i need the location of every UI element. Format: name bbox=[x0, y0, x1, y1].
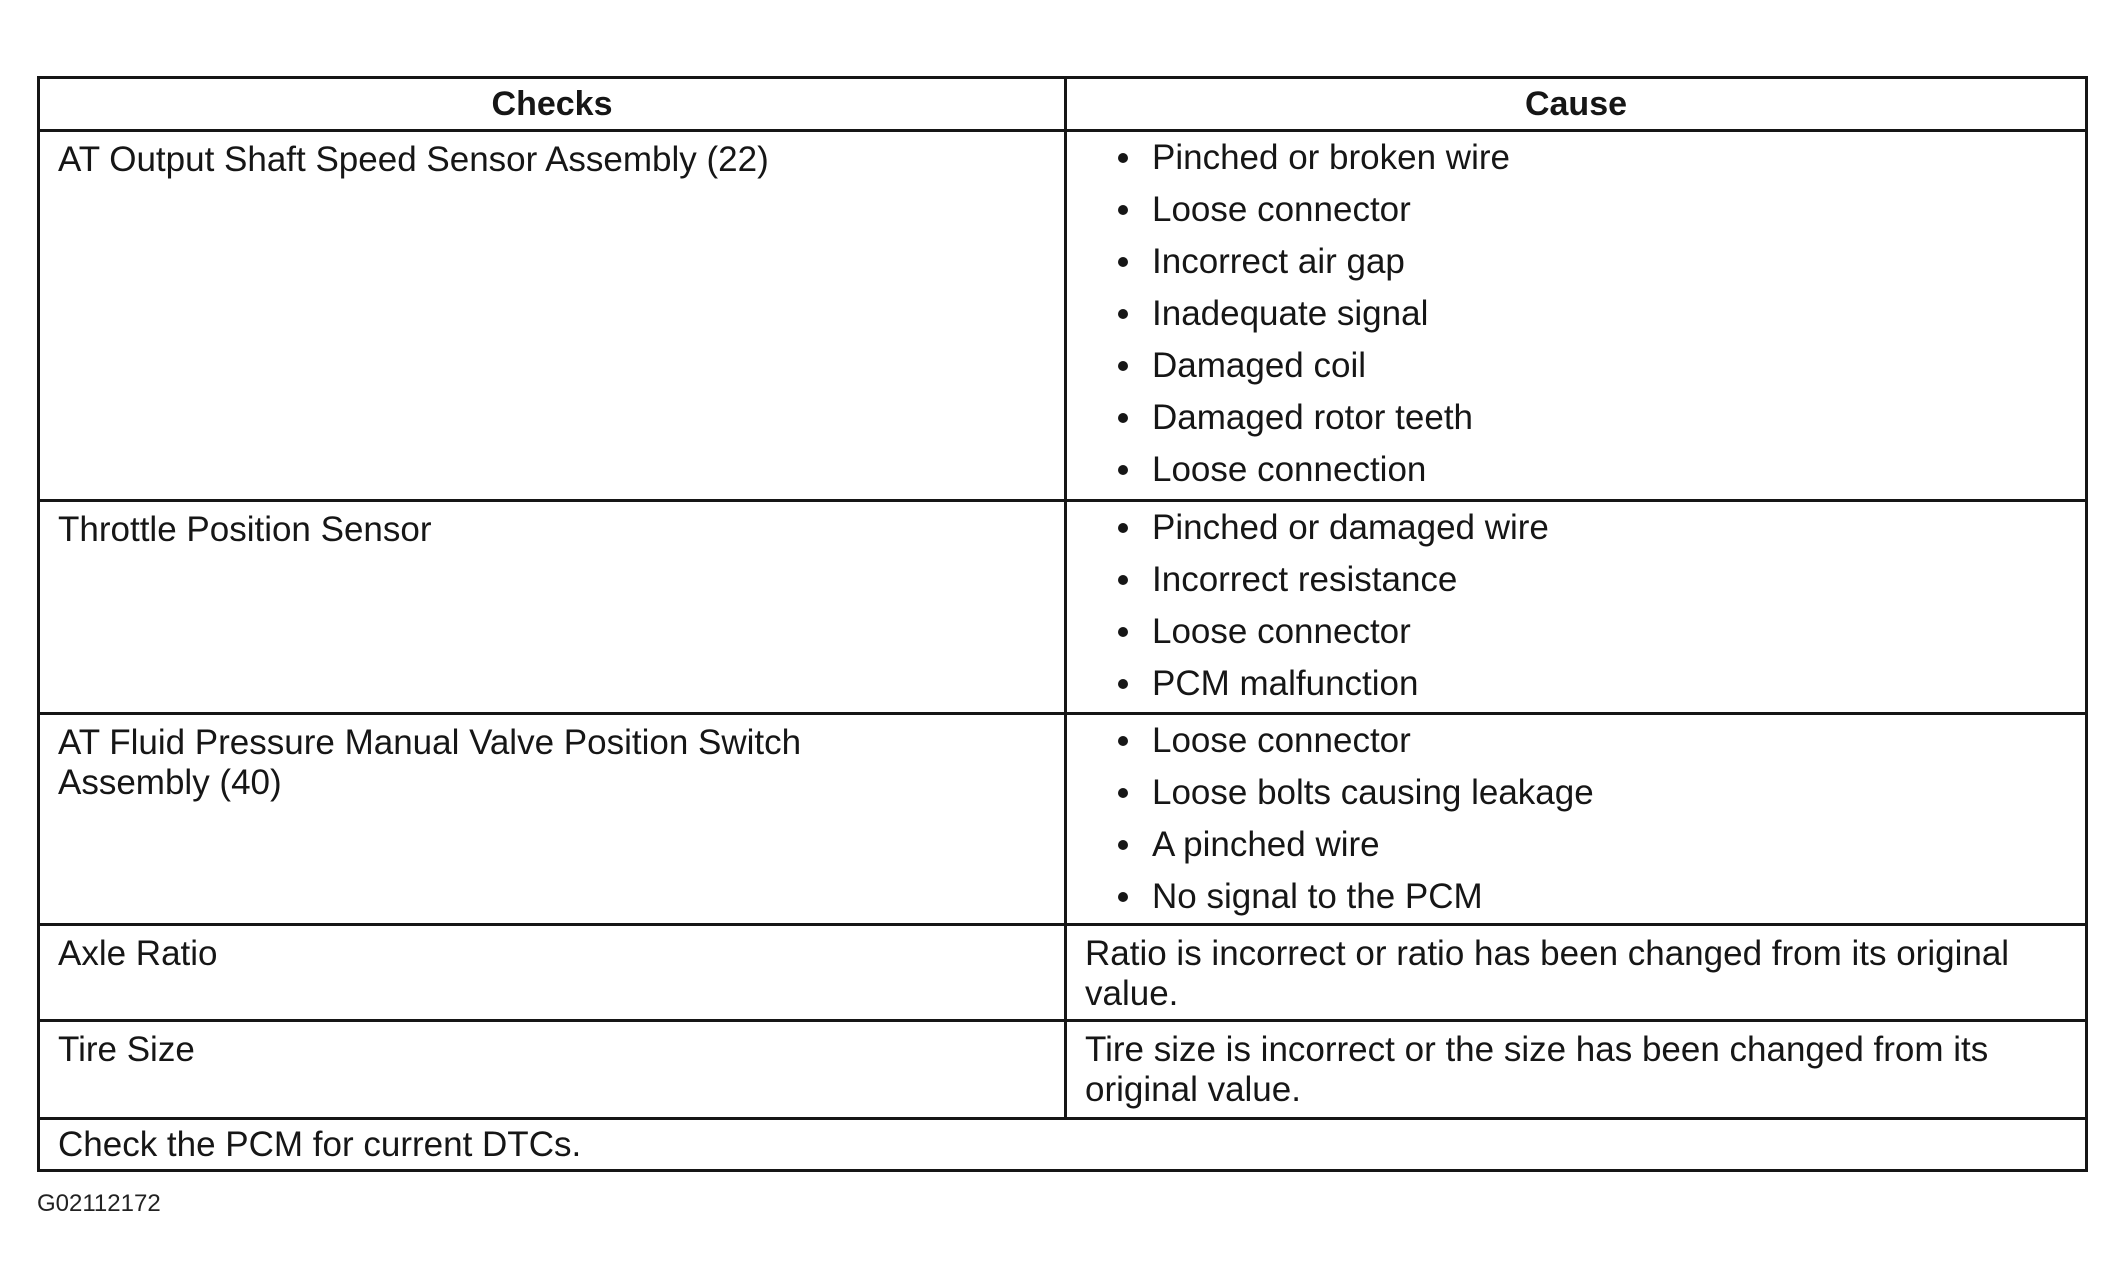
cause-item: Loose connector bbox=[1118, 606, 2085, 658]
check-cell bbox=[39, 714, 1066, 925]
cause-item: Pinched or damaged wire bbox=[1118, 502, 2085, 554]
bullet-icon bbox=[1118, 627, 1128, 637]
bullet-icon bbox=[1118, 840, 1128, 850]
check-label: Throttle Position Sensor bbox=[58, 510, 432, 549]
bullet-icon bbox=[1118, 413, 1128, 423]
table-row bbox=[39, 131, 2087, 501]
cause-cell bbox=[1066, 714, 2087, 925]
check-cell bbox=[39, 501, 1066, 714]
table-row bbox=[39, 501, 2087, 714]
cause-item: Loose connector bbox=[1118, 715, 2085, 767]
cause-list bbox=[1067, 502, 2085, 710]
cause-item: Inadequate signal bbox=[1118, 288, 2085, 340]
cause-cell bbox=[1066, 925, 2087, 1021]
footer-note: Check the PCM for current DTCs. bbox=[58, 1125, 582, 1164]
cause-item: Loose connector bbox=[1118, 184, 2085, 236]
check-cell bbox=[39, 131, 1066, 501]
bullet-icon bbox=[1118, 309, 1128, 319]
footer-cell bbox=[39, 1119, 2087, 1171]
cause-column-header: Cause bbox=[1066, 78, 2087, 131]
cause-cell bbox=[1066, 501, 2087, 714]
cause-cell bbox=[1066, 131, 2087, 501]
bullet-icon bbox=[1118, 788, 1128, 798]
cause-item: Incorrect resistance bbox=[1118, 554, 2085, 606]
bullet-icon bbox=[1118, 465, 1128, 475]
figure-id-label: G02112172 bbox=[37, 1190, 161, 1217]
bullet-icon bbox=[1118, 736, 1128, 746]
cause-list bbox=[1067, 132, 2085, 496]
check-label: Tire Size bbox=[58, 1030, 195, 1069]
cause-item: Loose bolts causing leakage bbox=[1118, 767, 2085, 819]
cause-item: No signal to the PCM bbox=[1118, 871, 2085, 923]
cause-item: Damaged coil bbox=[1118, 340, 2085, 392]
check-label: AT Output Shaft Speed Sensor Assembly (22) bbox=[58, 140, 769, 179]
table-row bbox=[39, 925, 2087, 1021]
cause-description: Ratio is incorrect or ratio has been changed from its original value. bbox=[1085, 934, 2010, 1013]
diagnostic-table bbox=[37, 76, 2088, 1172]
bullet-icon bbox=[1118, 257, 1128, 267]
cause-list bbox=[1067, 715, 2085, 923]
check-label: Axle Ratio bbox=[58, 934, 218, 973]
bullet-icon bbox=[1118, 153, 1128, 163]
cause-item: PCM malfunction bbox=[1118, 658, 2085, 710]
table-row bbox=[39, 714, 2087, 925]
cause-description: Tire size is incorrect or the size has been changed from its original value. bbox=[1085, 1030, 1989, 1109]
checks-column-header: Checks bbox=[39, 78, 1066, 131]
cause-cell bbox=[1066, 1021, 2087, 1119]
check-cell bbox=[39, 925, 1066, 1021]
cause-item: Pinched or broken wire bbox=[1118, 132, 2085, 184]
bullet-icon bbox=[1118, 575, 1128, 585]
cause-item: Damaged rotor teeth bbox=[1118, 392, 2085, 444]
check-cell bbox=[39, 1021, 1066, 1119]
cause-item: Loose connection bbox=[1118, 444, 2085, 496]
check-label: AT Fluid Pressure Manual Valve Position Switch Assembly (40) bbox=[58, 723, 802, 802]
cause-item: A pinched wire bbox=[1118, 819, 2085, 871]
bullet-icon bbox=[1118, 205, 1128, 215]
table-row bbox=[39, 1021, 2087, 1119]
bullet-icon bbox=[1118, 523, 1128, 533]
footer-row bbox=[39, 1119, 2087, 1171]
bullet-icon bbox=[1118, 679, 1128, 689]
header-row bbox=[39, 78, 2087, 131]
cause-item: Incorrect air gap bbox=[1118, 236, 2085, 288]
bullet-icon bbox=[1118, 892, 1128, 902]
bullet-icon bbox=[1118, 361, 1128, 371]
